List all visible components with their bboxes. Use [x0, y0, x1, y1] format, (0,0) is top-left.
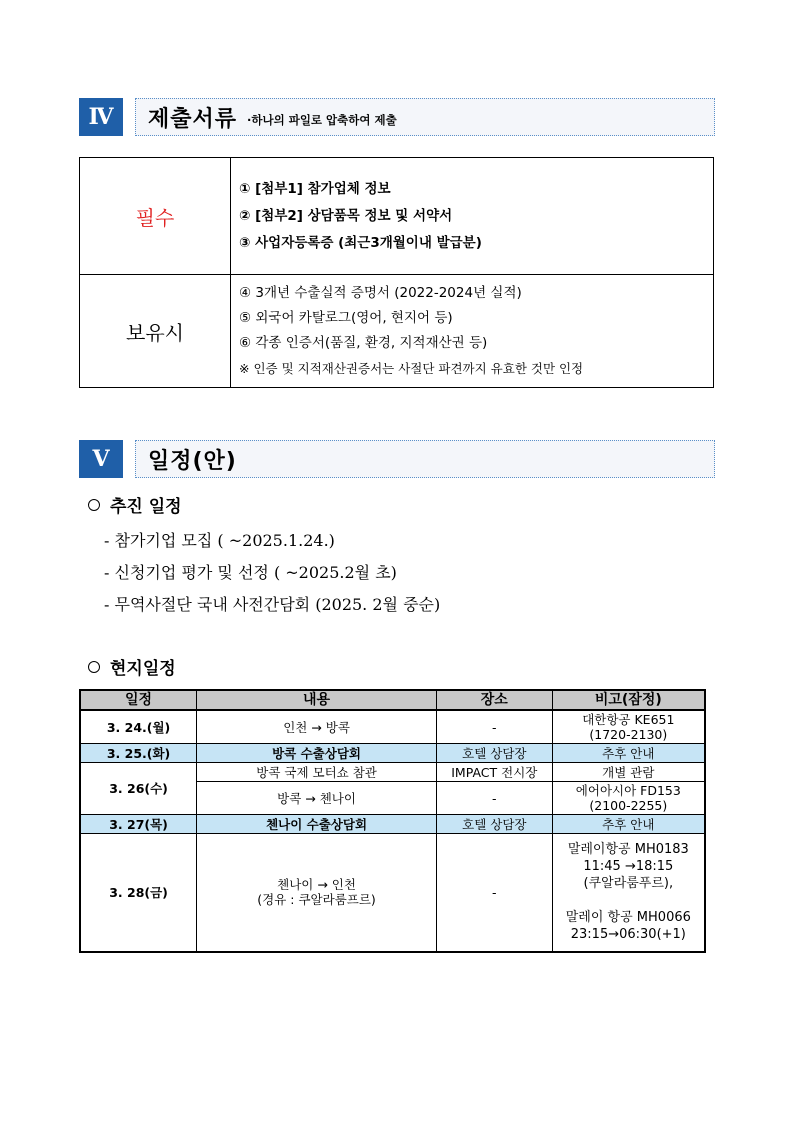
section-5-header: [79, 440, 715, 478]
optional-note: ※ 인증 및 지적재산권증서는 사절단 파견까지 유효한 것만 인정: [239, 361, 584, 376]
section-4-header: [79, 98, 715, 136]
promo-line: - 무역사절단 국내 사전간담회 (2025. 2월 중순): [104, 595, 441, 614]
note-cell: 추후 안내: [552, 744, 705, 763]
circle-bullet-icon: [88, 661, 100, 673]
required-row: [80, 158, 714, 275]
section-number: Ⅳ: [79, 98, 123, 136]
table-header-row: [80, 690, 705, 710]
section-note: ·하나의 파일로 압축하여 제출: [247, 113, 397, 127]
list-item: ④ 3개년 수출실적 증명서 (2022-2024년 실적): [239, 285, 522, 301]
section-title-box: [135, 440, 715, 478]
list-item: ⑤ 외국어 카탈로그(영어, 현지어 등): [239, 310, 453, 326]
list-item: ② [첨부2] 상담품목 정보 및 서약서: [239, 207, 453, 224]
content-cell: 첸나이 수출상담회: [197, 815, 437, 834]
list-item: ① [첨부1] 참가업체 정보: [239, 180, 391, 197]
list-item: ③ 사업자등록증 (최근3개월이내 발급분): [239, 234, 482, 251]
note-cell: 개별 관람: [552, 763, 705, 782]
date-cell: 3. 27(목): [80, 815, 197, 834]
place-cell: -: [436, 782, 552, 815]
content-cell: 방콕 수출상담회: [197, 744, 437, 763]
place-cell: 호텔 상담장: [436, 744, 552, 763]
date-cell: 3. 28(금): [80, 834, 197, 952]
table-row: [80, 710, 705, 744]
date-cell: 3. 26(수): [80, 763, 197, 815]
column-header: 내용: [197, 690, 437, 710]
note-cell: 말레이항공 MH0183 11:45 →18:15 (쿠알라룸푸르), 말레이 항공 MH0066 23:15→06:30(+1): [552, 834, 705, 952]
content-cell: 첸나이 → 인천 (경유 : 쿠알라룸프르): [197, 834, 437, 952]
required-items: [231, 158, 714, 275]
promo-line: - 신청기업 평가 및 선정 ( ~2025.2월 초): [104, 563, 397, 582]
promo-line: - 참가기업 모집 ( ~2025.1.24.): [104, 531, 335, 550]
table-row: [80, 815, 705, 834]
schedule-table: [79, 689, 706, 953]
column-header: 장소: [436, 690, 552, 710]
optional-row: [80, 275, 714, 388]
note-cell: 에어아시아 FD153 (2100-2255): [552, 782, 705, 815]
section-title-box: [135, 98, 715, 136]
section-title: 일정(안): [148, 448, 237, 474]
promo-heading: 추진 일정: [88, 492, 182, 517]
place-cell: 호텔 상담장: [436, 815, 552, 834]
content-cell: 방콕 국제 모터쇼 참관: [197, 763, 437, 782]
note-cell: 대한항공 KE651 (1720-2130): [552, 710, 705, 744]
content-cell: 방콕 → 첸나이: [197, 782, 437, 815]
required-label: 필수: [80, 158, 231, 275]
optional-label: 보유시: [80, 275, 231, 388]
date-cell: 3. 25.(화): [80, 744, 197, 763]
place-cell: IMPACT 전시장: [436, 763, 552, 782]
date-cell: 3. 24.(월): [80, 710, 197, 744]
list-item: ⑥ 각종 인증서(품질, 환경, 지적재산권 등): [239, 335, 488, 351]
optional-items: [231, 275, 714, 388]
local-heading: 현지일정: [88, 654, 176, 679]
column-header: 비고(잠정): [552, 690, 705, 710]
place-cell: -: [436, 834, 552, 952]
circle-bullet-icon: [88, 499, 100, 511]
table-row: [80, 763, 705, 782]
section-title: 제출서류: [148, 106, 238, 132]
section-number: Ⅴ: [79, 440, 123, 478]
table-row: [80, 834, 705, 952]
place-cell: -: [436, 710, 552, 744]
content-cell: 인천 → 방콕: [197, 710, 437, 744]
table-row: [80, 744, 705, 763]
note-cell: 추후 안내: [552, 815, 705, 834]
documents-table: [79, 157, 714, 388]
column-header: 일정: [80, 690, 197, 710]
